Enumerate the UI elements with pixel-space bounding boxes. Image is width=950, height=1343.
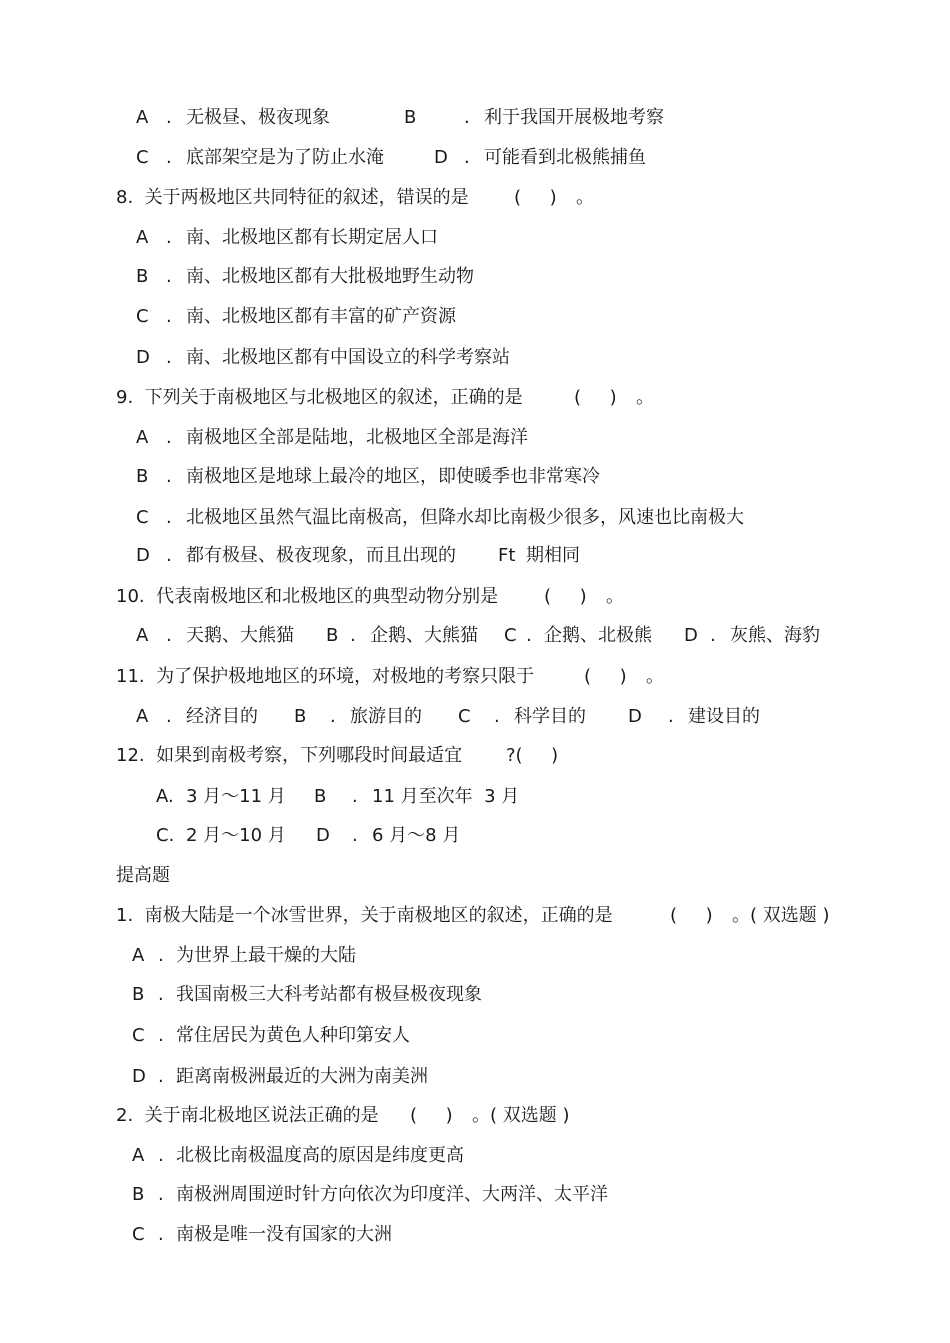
section-title: 提高题 — [116, 865, 170, 886]
option-dot: . — [158, 1145, 164, 1166]
question-end: 。 — [646, 666, 664, 687]
option-letter: B — [132, 984, 145, 1005]
option-row — [0, 1024, 950, 1048]
option-text: 可能看到北极熊捕鱼 — [484, 147, 646, 168]
option-letter: C — [132, 1224, 145, 1245]
option-text: 南、北极地区都有丰富的矿产资源 — [186, 306, 456, 327]
question-h1 — [0, 904, 950, 928]
option-letter: A — [136, 427, 149, 448]
option-row — [0, 106, 950, 130]
option-text: 常住居民为黄色人种印第安人 — [176, 1025, 410, 1046]
option-text: 3 月～11 月 — [186, 786, 286, 807]
option-dot: . — [158, 984, 164, 1005]
option-row — [0, 346, 950, 370]
question-stem: 1. 南极大陆是一个冰雪世界，关于南极地区的叙述，正确的是 — [116, 905, 613, 926]
option-text: 南极是唯一没有国家的大洲 — [176, 1224, 392, 1245]
option-text: 无极昼、极夜现象 — [186, 107, 330, 128]
option-dot: . — [166, 227, 172, 248]
option-row — [0, 265, 950, 289]
question-end: 。 — [576, 187, 594, 208]
option-dot: . — [158, 1184, 164, 1205]
answer-blank: ?( ) — [506, 745, 559, 766]
option-text: 天鹅、大熊猫 — [186, 625, 294, 646]
option-letter: C — [504, 625, 517, 646]
option-dot: . — [158, 945, 164, 966]
option-row — [0, 226, 950, 250]
option-dot: . — [166, 347, 172, 368]
option-row — [0, 506, 950, 530]
option-letter: C — [136, 507, 149, 528]
option-text: 6 月～8 月 — [372, 825, 461, 846]
option-text: 南、北极地区都有大批极地野生动物 — [186, 266, 474, 287]
option-text: 利于我国开展极地考察 — [484, 107, 664, 128]
option-text: 企鹅、北极熊 — [544, 625, 652, 646]
option-letter: B — [136, 466, 149, 487]
option-dot: . — [158, 1025, 164, 1046]
option-letter: D — [684, 625, 698, 646]
option-dot: . — [166, 545, 172, 566]
option-text: 11 月至次年 3 月 — [372, 786, 520, 807]
question-stem: 9. 下列关于南极地区与北极地区的叙述，正确的是 — [116, 387, 523, 408]
question-9 — [0, 386, 950, 410]
question-stem: 11. 为了保护极地地区的环境，对极地的考察只限于 — [116, 666, 535, 687]
question-end: 。( 双选题 ) — [732, 905, 830, 926]
option-letter: D — [132, 1066, 146, 1087]
option-dot: . — [350, 625, 356, 646]
option-letter: A — [136, 706, 149, 727]
option-text: 旅游目的 — [350, 706, 422, 727]
question-8 — [0, 186, 950, 210]
option-letter: D — [316, 825, 330, 846]
option-dot: . — [464, 147, 470, 168]
option-letter: B — [314, 786, 327, 807]
option-row — [0, 1144, 950, 1168]
question-end: 。 — [606, 586, 624, 607]
option-text: 建设目的 — [688, 706, 760, 727]
question-end: 。( 双选题 ) — [472, 1105, 570, 1126]
option-dot: . — [526, 625, 532, 646]
option-text: 南极地区是地球上最冷的地区，即使暖季也非常寒冷 — [186, 466, 600, 487]
option-text: 南极洲周围逆时针方向依次为印度洋、大两洋、太平洋 — [176, 1184, 608, 1205]
option-letter: D — [136, 347, 150, 368]
option-letter: B — [326, 625, 339, 646]
option-text: 北极比南极温度高的原因是纬度更高 — [176, 1145, 464, 1166]
option-letter: A — [132, 1145, 145, 1166]
answer-blank: ( ) — [584, 666, 627, 687]
option-dot: . — [158, 1224, 164, 1245]
option-row — [0, 983, 950, 1007]
question-end: 。 — [636, 387, 654, 408]
option-text-fragment: Ft — [498, 545, 516, 566]
option-row — [0, 465, 950, 489]
option-letter: D — [628, 706, 642, 727]
option-dot: . — [166, 147, 172, 168]
question-stem: 12. 如果到南极考察，下列哪段时间最适宜 — [116, 745, 463, 766]
option-row — [0, 1183, 950, 1207]
option-letter: C — [136, 147, 149, 168]
option-dot: . — [166, 427, 172, 448]
option-row — [0, 305, 950, 329]
option-text: 南、北极地区都有中国设立的科学考察站 — [186, 347, 510, 368]
option-dot: . — [166, 266, 172, 287]
option-dot: . — [710, 625, 716, 646]
option-row — [0, 1065, 950, 1089]
option-dot: . — [166, 466, 172, 487]
option-text: 南极地区全部是陆地，北极地区全部是海洋 — [186, 427, 528, 448]
question-12 — [0, 744, 950, 768]
option-letter: A. — [156, 786, 174, 807]
option-dot: . — [166, 107, 172, 128]
option-text: 2 月～10 月 — [186, 825, 286, 846]
option-text: 科学目的 — [514, 706, 586, 727]
option-letter: A — [136, 625, 149, 646]
option-dot: . — [158, 1066, 164, 1087]
option-row — [0, 944, 950, 968]
option-dot: . — [352, 825, 358, 846]
option-dot: . — [166, 507, 172, 528]
option-letter: C — [136, 306, 149, 327]
option-text: 距离南极洲最近的大洲为南美洲 — [176, 1066, 428, 1087]
option-text: 灰熊、海豹 — [730, 625, 820, 646]
option-letter: C. — [156, 825, 175, 846]
option-dot: . — [166, 625, 172, 646]
option-letter: A — [136, 227, 149, 248]
question-stem: 8. 关于两极地区共同特征的叙述，错误的是 — [116, 187, 469, 208]
option-dot: . — [494, 706, 500, 727]
option-letter: B — [294, 706, 307, 727]
option-dot: . — [464, 107, 470, 128]
option-row — [0, 705, 950, 729]
question-10 — [0, 585, 950, 609]
option-dot: . — [330, 706, 336, 727]
option-text: 我国南极三大科考站都有极昼极夜现象 — [176, 984, 482, 1005]
option-row — [0, 1223, 950, 1247]
answer-blank: ( ) — [574, 387, 617, 408]
option-letter: A — [136, 107, 149, 128]
question-stem: 2. 关于南北极地区说法正确的是 — [116, 1105, 379, 1126]
option-row — [0, 544, 950, 568]
question-11 — [0, 665, 950, 689]
option-row — [0, 426, 950, 450]
option-text: 都有极昼、极夜现象，而且出现的 — [186, 545, 456, 566]
option-text: 为世界上最干燥的大陆 — [176, 945, 356, 966]
answer-blank: ( ) — [670, 905, 713, 926]
answer-blank: ( ) — [410, 1105, 453, 1126]
option-text: 底部架空是为了防止水淹 — [186, 147, 384, 168]
option-dot: . — [668, 706, 674, 727]
question-stem: 10. 代表南极地区和北极地区的典型动物分别是 — [116, 586, 499, 607]
option-letter: C — [458, 706, 471, 727]
option-row — [0, 146, 950, 170]
option-row — [0, 785, 950, 809]
option-text: 南、北极地区都有长期定居人口 — [186, 227, 438, 248]
option-text-fragment: 期相同 — [526, 545, 580, 566]
option-row — [0, 824, 950, 848]
option-dot: . — [352, 786, 358, 807]
option-row — [0, 624, 950, 648]
option-letter: C — [132, 1025, 145, 1046]
option-letter: B — [132, 1184, 145, 1205]
answer-blank: ( ) — [544, 586, 587, 607]
answer-blank: ( ) — [514, 187, 557, 208]
option-dot: . — [166, 706, 172, 727]
option-letter: B — [404, 107, 417, 128]
question-h2 — [0, 1104, 950, 1128]
option-letter: B — [136, 266, 149, 287]
option-text: 经济目的 — [186, 706, 258, 727]
option-text: 企鹅、大熊猫 — [370, 625, 478, 646]
option-letter: D — [136, 545, 150, 566]
option-text: 北极地区虽然气温比南极高，但降水却比南极少很多，风速也比南极大 — [186, 507, 744, 528]
option-letter: A — [132, 945, 145, 966]
option-dot: . — [166, 306, 172, 327]
option-letter: D — [434, 147, 448, 168]
